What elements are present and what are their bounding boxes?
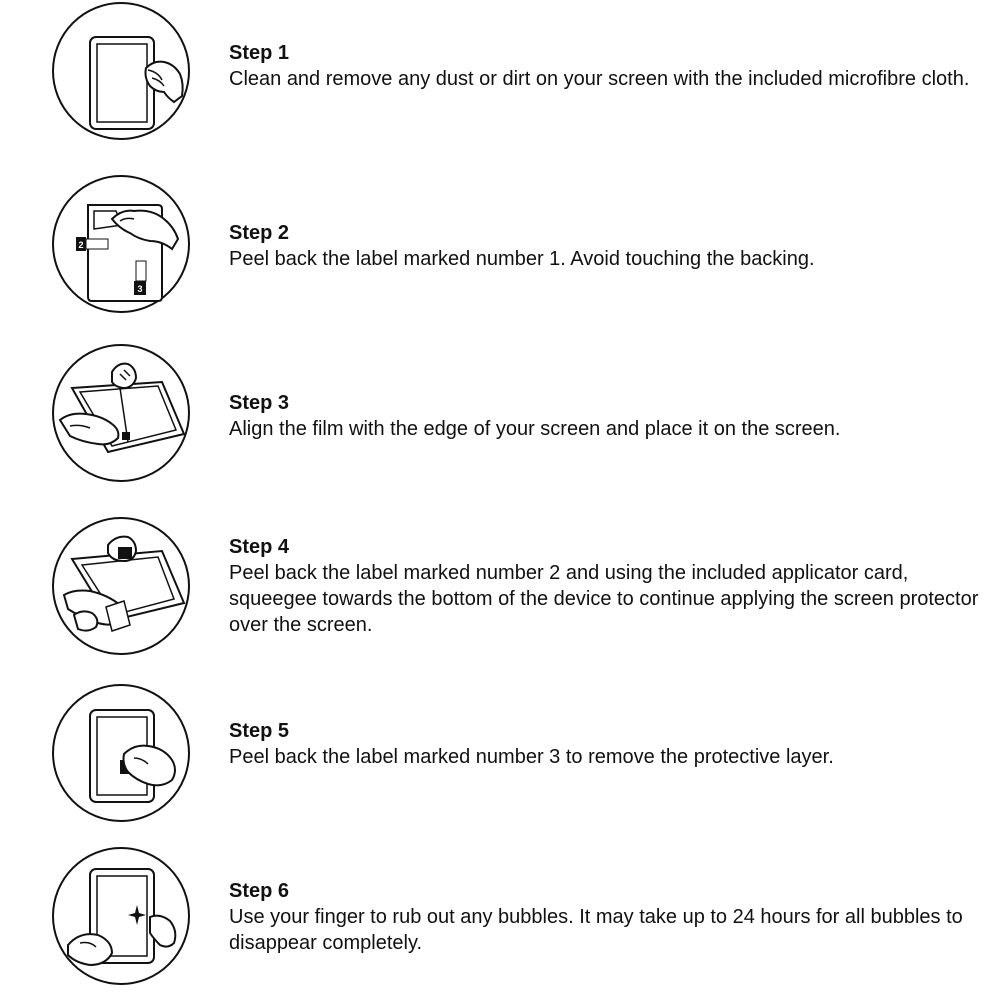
step-title: Step 6 xyxy=(229,880,290,902)
step-6 xyxy=(0,840,1000,980)
step-description: Peel back the label marked number 1. Avoid touching the backing. xyxy=(229,248,815,270)
step-description: Clean and remove any dust or dirt on your screen with the included microfibre cloth. xyxy=(229,68,970,90)
peel-label-three-icon xyxy=(50,682,192,824)
step-2 xyxy=(0,170,1000,310)
step-description: Align the film with the edge of your screen and place it on the screen. xyxy=(229,418,841,440)
align-film-icon xyxy=(50,342,192,484)
step-title: Step 5 xyxy=(229,720,290,742)
step-3 xyxy=(0,340,1000,480)
squeegee-card-icon xyxy=(50,515,192,657)
step-description: Use your finger to rub out any bubbles. It may take up to 24 hours for all bubbles to disappear completely. xyxy=(229,906,963,954)
icon-label-3: 3 xyxy=(137,284,143,294)
step-description: Peel back the label marked number 3 to remove the protective layer. xyxy=(229,746,834,768)
step-1 xyxy=(0,0,1000,140)
step-title: Step 2 xyxy=(229,222,290,244)
step-title: Step 1 xyxy=(229,42,290,64)
rub-bubbles-icon xyxy=(50,845,192,987)
step-title: Step 3 xyxy=(229,392,290,414)
step-description: Peel back the label marked number 2 and using the included applicator card, squeegee towards the bottom of the device to continue applying the screen protector over the screen. xyxy=(229,562,979,636)
peel-label-one-icon xyxy=(50,173,192,315)
step-5 xyxy=(0,680,1000,820)
step-4 xyxy=(0,512,1000,652)
cleaning-cloth-icon xyxy=(50,0,192,142)
step-title: Step 4 xyxy=(229,536,290,558)
icon-label-2: 2 xyxy=(78,240,84,250)
